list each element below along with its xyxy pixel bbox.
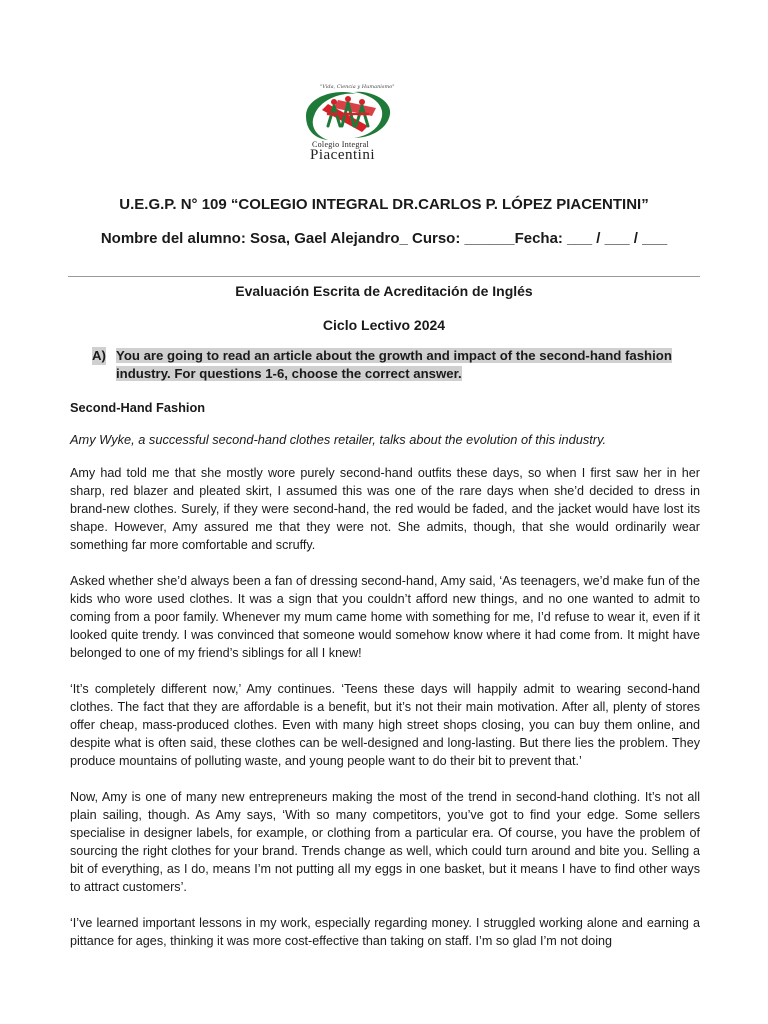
logo-motto: "Vida, Ciencia y Humanismo" [320, 84, 395, 90]
article-paragraph: Now, Amy is one of many new entrepreneurs making the most of the trend in second-hand clothing. It’s not all plain sailing, though. As Amy says, ‘With so many competitors, you’ve got to find your edge. Some sellers specialise in designer labels, for example, or clothing from a particular era. Of course, you have the problem of sourcing the right clothes for your brand. Trends change as well, which could turn around and bite you. Selling a bit of everything, as I do, means I’m not putting all my eggs in one basket, but it means I have to find other ways to attract customers’. [70, 790, 700, 894]
exam-cycle: Ciclo Lectivo 2024 [322, 317, 446, 333]
article-paragraph: ‘It’s completely different now,’ Amy continues. ‘Teens these days will happily admit to wearing second-hand clothes. The fact that they are affordable is a benefit, but it’s not their main motivation. After all, plenty of stores offer cheap, mass-produced clothes. Even with many high street shops closing, you can buy them online, and despite what is often said, these clothes can be well-designed and long-lasting. But there lies the problem. They produce mountains of polluting waste, and young people want to do their bit to prevent that.’ [70, 682, 700, 768]
article-body [70, 464, 700, 968]
instruction-marker: A) [92, 348, 106, 363]
logo-emblem-icon [298, 86, 398, 144]
instruction-text: You are going to read an article about the growth and impact of the second-hand fashion industry. For questions 1-6, choose the correct answer. [116, 348, 672, 381]
logo-name-line1: Colegio Integral [312, 140, 370, 149]
exam-title: Evaluación Escrita de Acreditación de Inglés [235, 283, 533, 299]
school-name-heading: U.E.G.P. N° 109 “COLEGIO INTEGRAL DR.CARLOS P. LÓPEZ PIACENTINI” [119, 196, 649, 213]
student-info-line: Nombre del alumno: Sosa, Gael Alejandro_ Curso: ______Fecha: ___ / ___ / ___ [100, 230, 668, 247]
logo-name-line2: Piacentini [310, 147, 375, 163]
article-paragraph: Amy had told me that she mostly wore purely second-hand outfits these days, so when I first saw her in her sharp, red blazer and pleated skirt, I assumed this was one of the rare days when she’d decided to dress in brand-new clothes. Surely, if they were second-hand, the red would be faded, and the jacket would have lost its shape. However, Amy assured me that they were not. She admits, though, that she would ordinarily wear something far more comfortable and scruffy. [70, 466, 700, 552]
article-intro: Amy Wyke, a successful second-hand clothes retailer, talks about the evolution of this industry. [70, 432, 607, 447]
header-divider [68, 276, 700, 277]
article-paragraph: Asked whether she’d always been a fan of dressing second-hand, Amy said, ‘As teenagers, we’d make fun of the kids who wore used clothes. It was a sign that you couldn’t afford new things, and no one wanted to admit to coming from a poor family. Whenever my mum came home with something for me, I’d refuse to wear it, even if it looked quite trendy. I was convinced that someone would somehow know where it had come from. It might have belonged to one of my friend’s siblings for all I knew! [70, 574, 700, 660]
article-paragraph: ‘I’ve learned important lessons in my work, especially regarding money. I struggled working alone and earning a pittance for ages, thinking it was more cost-effective than taking on staff. I’m so glad I’m not doing [70, 916, 700, 948]
article-title: Second-Hand Fashion [70, 400, 206, 415]
instruction-a [92, 347, 702, 383]
school-logo [298, 84, 398, 170]
